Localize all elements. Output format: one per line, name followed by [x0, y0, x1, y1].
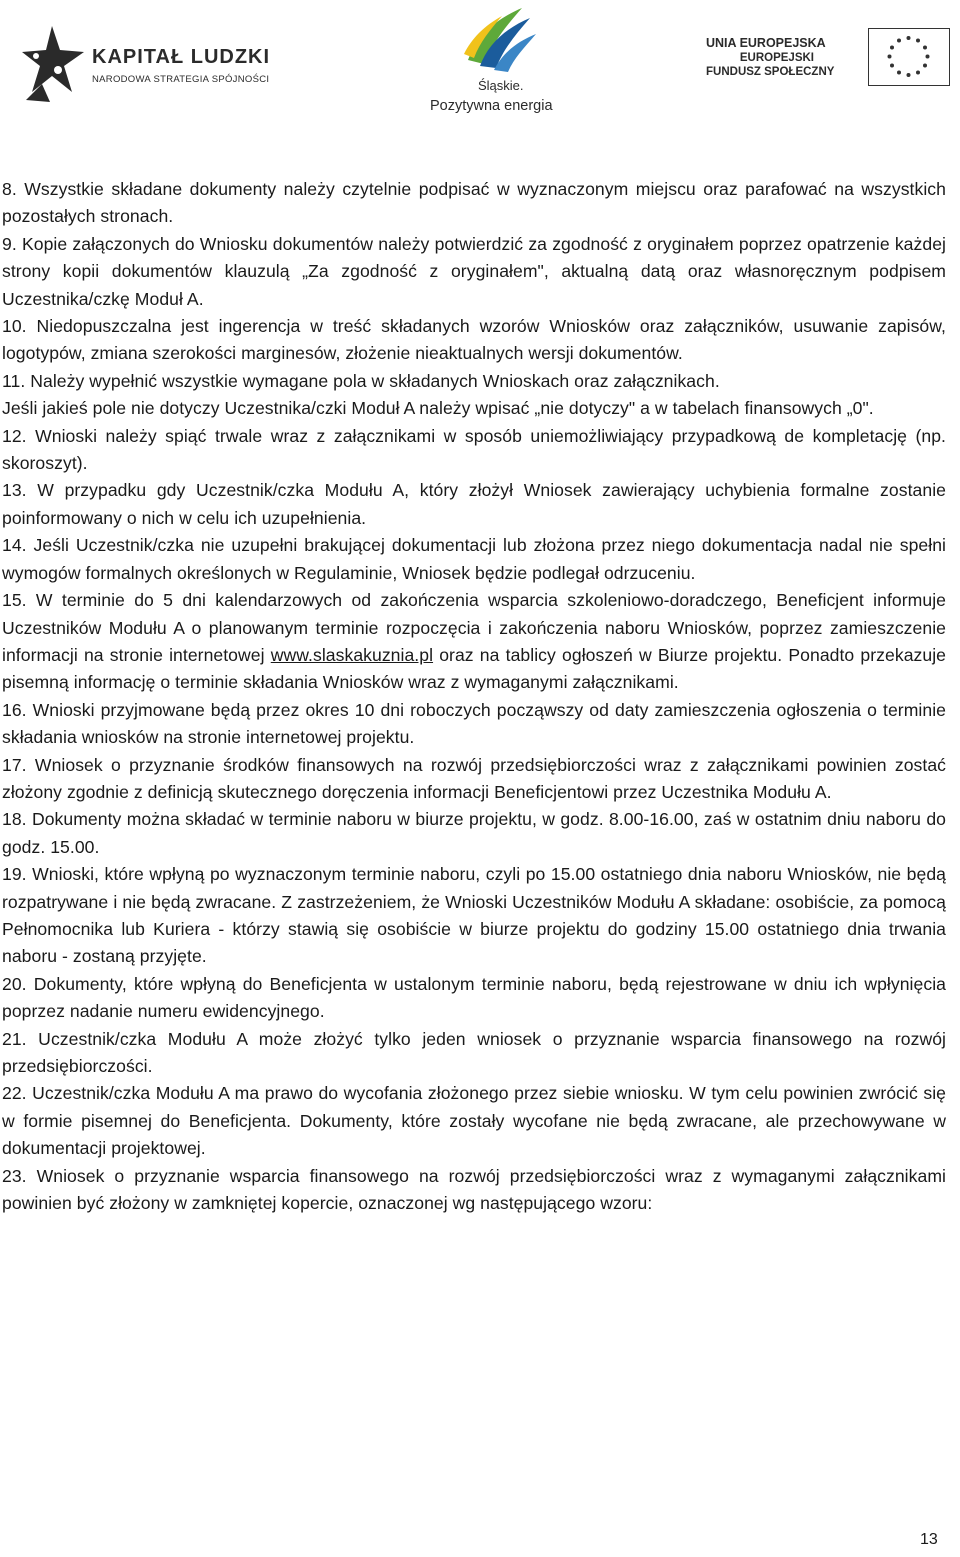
kapital-ludzki-subtitle: NARODOWA STRATEGIA SPÓJNOŚCI [92, 74, 270, 85]
paragraph-13: 13. W przypadku gdy Uczestnik/czka Modułu A, który złożył Wniosek zawierający uchybienia formalne zostanie poinformowany o nich w celu ich uzupełnienia. [2, 480, 946, 528]
paragraph-10: 10. Niedopuszczalna jest ingerencja w treść składanych wzorów Wniosków oraz załączników, usuwanie zapisów, logotypów, zmiana szerokości marginesów, złożenie nieaktualnych wersji dokumentów. [2, 316, 946, 364]
paragraph-23: 23. Wniosek o przyznanie wsparcia finansowego na rozwój przedsiębiorczości wraz z wymaganymi załącznikami powinien być złożony w zamkniętej kopercie, oznaczonej wg następującego wzoru: [2, 1165, 946, 1214]
paragraph-8: 8. Wszystkie składane dokumenty należy czytelnie podpisać w wyznaczonym miejscu oraz parafować na wszystkich pozostałych stronach. [2, 179, 946, 227]
eu-line-2: EUROPEJSKI [739, 52, 814, 64]
paragraph-16: 16. Wnioski przyjmowane będą przez okres 10 dni roboczych począwszy od daty zamieszczenia ogłoszenia o terminie składania wniosków na stronie internetowej projektu. [2, 699, 946, 748]
eu-text-block [706, 36, 835, 78]
eu-logo [706, 28, 950, 98]
slaskie-logo [430, 4, 580, 124]
eu-flag-icon [868, 28, 950, 86]
page-header [0, 0, 960, 130]
paragraph-21: 21. Uczestnik/czka Modułu A może złożyć tylko jeden wniosek o przyznanie wsparcia finansowego na rozwój przedsiębiorczości. [2, 1028, 946, 1076]
project-website-link[interactable]: www.slaskakuznia.pl [270, 644, 434, 665]
slaskie-name: Śląskie. [478, 78, 524, 93]
kapital-ludzki-title: KAPITAŁ LUDZKI [92, 46, 271, 68]
paragraph-15-text-end: oraz na tablicy ogłoszeń w Biurze projektu. Ponadto przekazuje pisemną informację o terminie składania Wniosków wraz z wymaganymi załącznikami. [2, 644, 947, 693]
eu-line-3: FUNDUSZ SPOŁECZNY [706, 66, 835, 78]
paragraph-22: 22. Uczestnik/czka Modułu A ma prawo do wycofania złożonego przez siebie wniosku. W tym celu powinien zwrócić się w formie pisemnej do Beneficjenta. Dokumenty, które zostały wycofane nie będą zwracane, ale przechowywane w dokumentacji projektowej. [2, 1083, 946, 1159]
kapital-ludzki-star-icon [22, 22, 88, 108]
slaskie-slogan: Pozytywna energia [430, 98, 553, 114]
paragraph-17: 17. Wniosek o przyznanie środków finansowych na rozwój przedsiębiorczości wraz z załącznikami powinien zostać złożony zgodnie z definicją skutecznego doręczenia informacji Beneficjentowi przez Uczestnika Modułu A. [2, 754, 946, 802]
page-number: 13 [920, 1531, 938, 1548]
kapital-ludzki-logo [22, 22, 292, 112]
document-body [2, 176, 946, 1217]
paragraph-12: 12. Wnioski należy spiąć trwale wraz z załącznikami w sposób uniemożliwiający przypadkową de kompletację (np. skoroszyt). [2, 425, 946, 474]
paragraph-11: 11. Należy wypełnić wszystkie wymagane pola w składanych Wnioskach oraz załącznikach. [2, 370, 720, 391]
paragraph-15 [2, 587, 946, 697]
paragraph-15-text-start: 15. W terminie do 5 dni kalendarzowych od zakończenia wsparcia szkoleniowo-doradczego, Beneficjent informuje Uczestników Modułu A o planowanym terminie rozpoczęcia i zakończenia naboru Wniosków, poprzez zamieszczenie informacji na stronie internetowej [2, 590, 946, 665]
paragraph-19: 19. Wnioski, które wpłyną po wyznaczonym terminie naboru, czyli po 15.00 ostatniego dnia naboru Wniosków, nie będą rozpatrywane i nie będą zwracane. Z zastrzeżeniem, że Wnioski Uczestników Modułu A składane: osobiście, za pomocą Pełnomocnika lub Kuriera - którzy stawią się osobiście w biurze projektu do godziny 15.00 ostatniego dnia trwania naboru - zostaną przyjęte. [2, 864, 946, 967]
paragraph-9: 9. Kopie załączonych do Wniosku dokumentów należy potwierdzić za zgodność z oryginałem poprzez opatrzenie każdej strony kopii dokumentów klauzulą „Za zgodność z oryginałem", aktualną datą oraz własnoręcznym podpisem Uczestnika/czkę Moduł A. [2, 233, 946, 309]
eu-line-1: UNIA EUROPEJSKA [706, 36, 826, 50]
paragraph-20: 20. Dokumenty, które wpłyną do Beneficjenta w ustalonym terminie naboru, będą rejestrowane w dniu ich wpłynięcia poprzez nadanie numeru ewidencyjnego. [2, 973, 946, 1022]
paragraph-14: 14. Jeśli Uczestnik/czka nie uzupełni brakującej dokumentacji lub złożona przez niego dokumentacja nadal nie spełni wymogów formalnych określonych w Regulaminie, Wniosek będzie podlegał odrzuceniu. [2, 535, 946, 583]
slaskie-wave-icon [458, 4, 538, 74]
paragraph-18: 18. Dokumenty można składać w terminie naboru w biurze projektu, w godz. 8.00-16.00, zaś w ostatnim dniu naboru do godz. 15.00. [2, 809, 946, 857]
paragraph-11-note: Jeśli jakieś pole nie dotyczy Uczestnika/czki Moduł A należy wpisać „nie dotyczy" a w tabelach finansowych „0". [2, 398, 874, 419]
